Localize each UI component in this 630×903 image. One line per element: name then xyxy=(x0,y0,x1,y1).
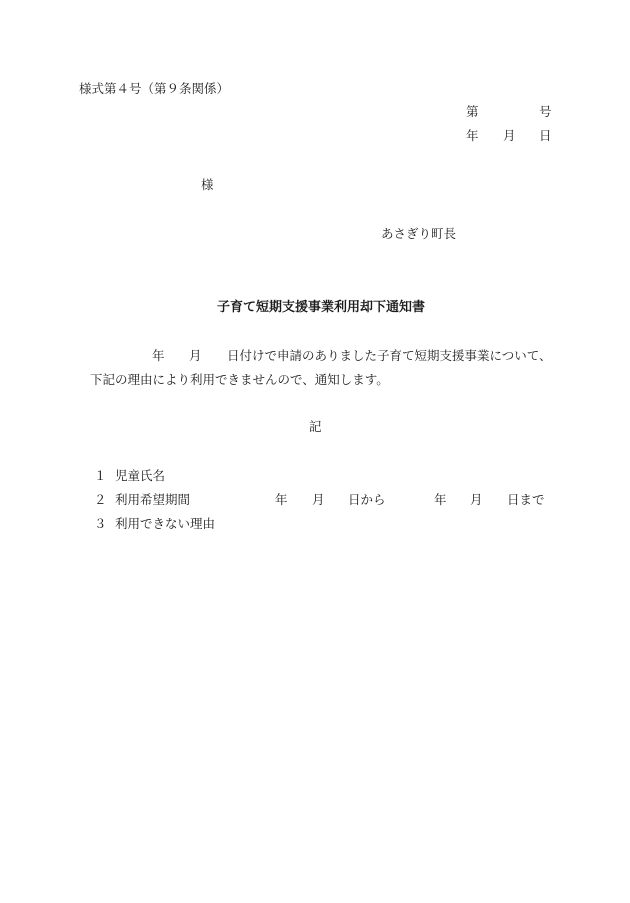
item-number: ３ xyxy=(94,516,107,531)
body-line1-text: 日付けで申請のありました子育て短期支援事業について、 xyxy=(227,348,552,363)
period-month-1: 月 xyxy=(312,492,325,507)
body-year: 年 xyxy=(152,348,165,363)
form-number: 様式第４号（第９条関係） xyxy=(79,81,230,96)
item-number: １ xyxy=(94,468,107,483)
number-prefix: 第 xyxy=(466,104,479,119)
document-title: 子育て短期支援事業利用却下通知書 xyxy=(217,300,426,315)
item-label-child-name: 児童氏名 xyxy=(115,468,166,483)
body-month: 月 xyxy=(189,348,202,363)
addressee-honorific: 様 xyxy=(201,177,214,192)
period-month-2: 月 xyxy=(470,492,483,507)
date-day: 日 xyxy=(539,128,552,143)
body-line2-text: 下記の理由により利用できませんので、通知します。 xyxy=(90,372,389,387)
date-year: 年 xyxy=(466,128,479,143)
period-year-1: 年 xyxy=(275,492,288,507)
item-label-reason: 利用できない理由 xyxy=(115,516,216,531)
item-number: ２ xyxy=(94,492,107,507)
ki-heading: 記 xyxy=(309,419,322,434)
period-year-2: 年 xyxy=(434,492,447,507)
number-suffix: 号 xyxy=(539,104,552,119)
date-month: 月 xyxy=(503,128,516,143)
item-label-period: 利用希望期間 xyxy=(115,492,191,507)
period-day-to: 日まで xyxy=(507,492,545,507)
sender-name: あさぎり町長 xyxy=(381,226,457,241)
period-day-from: 日から xyxy=(348,492,386,507)
